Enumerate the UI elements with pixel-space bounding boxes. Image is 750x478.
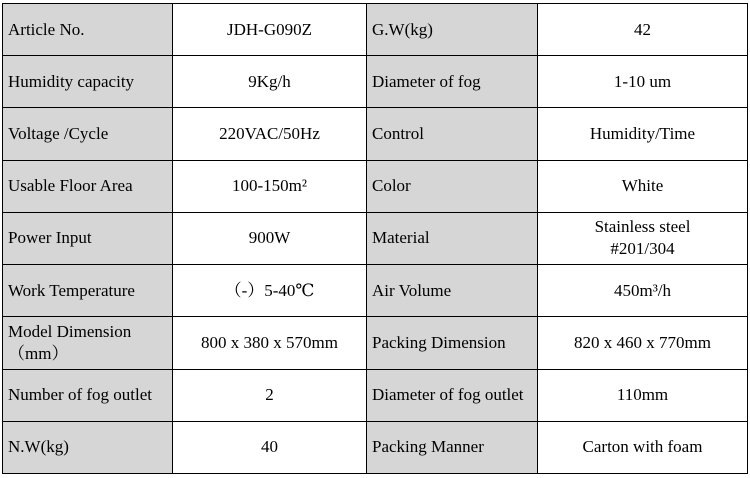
spec-label: Article No. — [3, 4, 173, 56]
spec-label: Usable Floor Area — [3, 160, 173, 212]
table-row — [3, 421, 748, 473]
spec-label — [3, 317, 173, 369]
spec-label: Material — [367, 212, 538, 264]
spec-value: 800 x 380 x 570mm — [173, 317, 367, 369]
spec-label-line: （mm） — [8, 343, 69, 363]
spec-value: 2 — [173, 369, 367, 421]
spec-value: 820 x 460 x 770mm — [538, 317, 748, 369]
spec-label: Diameter of fog outlet — [367, 369, 538, 421]
spec-value: JDH-G090Z — [173, 4, 367, 56]
table-row — [3, 4, 748, 56]
spec-value: White — [538, 160, 748, 212]
spec-label: Humidity capacity — [3, 56, 173, 108]
spec-label: Control — [367, 108, 538, 160]
spec-value — [538, 212, 748, 264]
spec-value: 450m³/h — [538, 265, 748, 317]
spec-value: 100-150m² — [173, 160, 367, 212]
spec-label: Work Temperature — [3, 265, 173, 317]
table-row — [3, 265, 748, 317]
table-row — [3, 212, 748, 264]
table-row — [3, 317, 748, 369]
spec-label: Voltage /Cycle — [3, 108, 173, 160]
table-row — [3, 56, 748, 108]
spec-label: Packing Manner — [367, 421, 538, 473]
spec-label: Number of fog outlet — [3, 369, 173, 421]
table-row — [3, 108, 748, 160]
table-row — [3, 160, 748, 212]
spec-value: （-）5-40℃ — [173, 265, 367, 317]
spec-value: 1-10 um — [538, 56, 748, 108]
spec-label: Air Volume — [367, 265, 538, 317]
spec-value: Humidity/Time — [538, 108, 748, 160]
spec-value: 42 — [538, 4, 748, 56]
spec-label: Diameter of fog — [367, 56, 538, 108]
spec-label: G.W(kg) — [367, 4, 538, 56]
spec-label: N.W(kg) — [3, 421, 173, 473]
spec-label-line: Model Dimension — [8, 321, 132, 341]
table-row — [3, 369, 748, 421]
spec-value: Carton with foam — [538, 421, 748, 473]
spec-label: Power Input — [3, 212, 173, 264]
spec-value: 900W — [173, 212, 367, 264]
spec-value-line: #201/304 — [610, 239, 675, 259]
spec-value: 220VAC/50Hz — [173, 108, 367, 160]
spec-label: Packing Dimension — [367, 317, 538, 369]
spec-value: 9Kg/h — [173, 56, 367, 108]
spec-value-line: Stainless steel — [594, 217, 691, 237]
product-spec-table — [2, 3, 748, 474]
spec-label: Color — [367, 160, 538, 212]
spec-value: 40 — [173, 421, 367, 473]
spec-value: 110mm — [538, 369, 748, 421]
